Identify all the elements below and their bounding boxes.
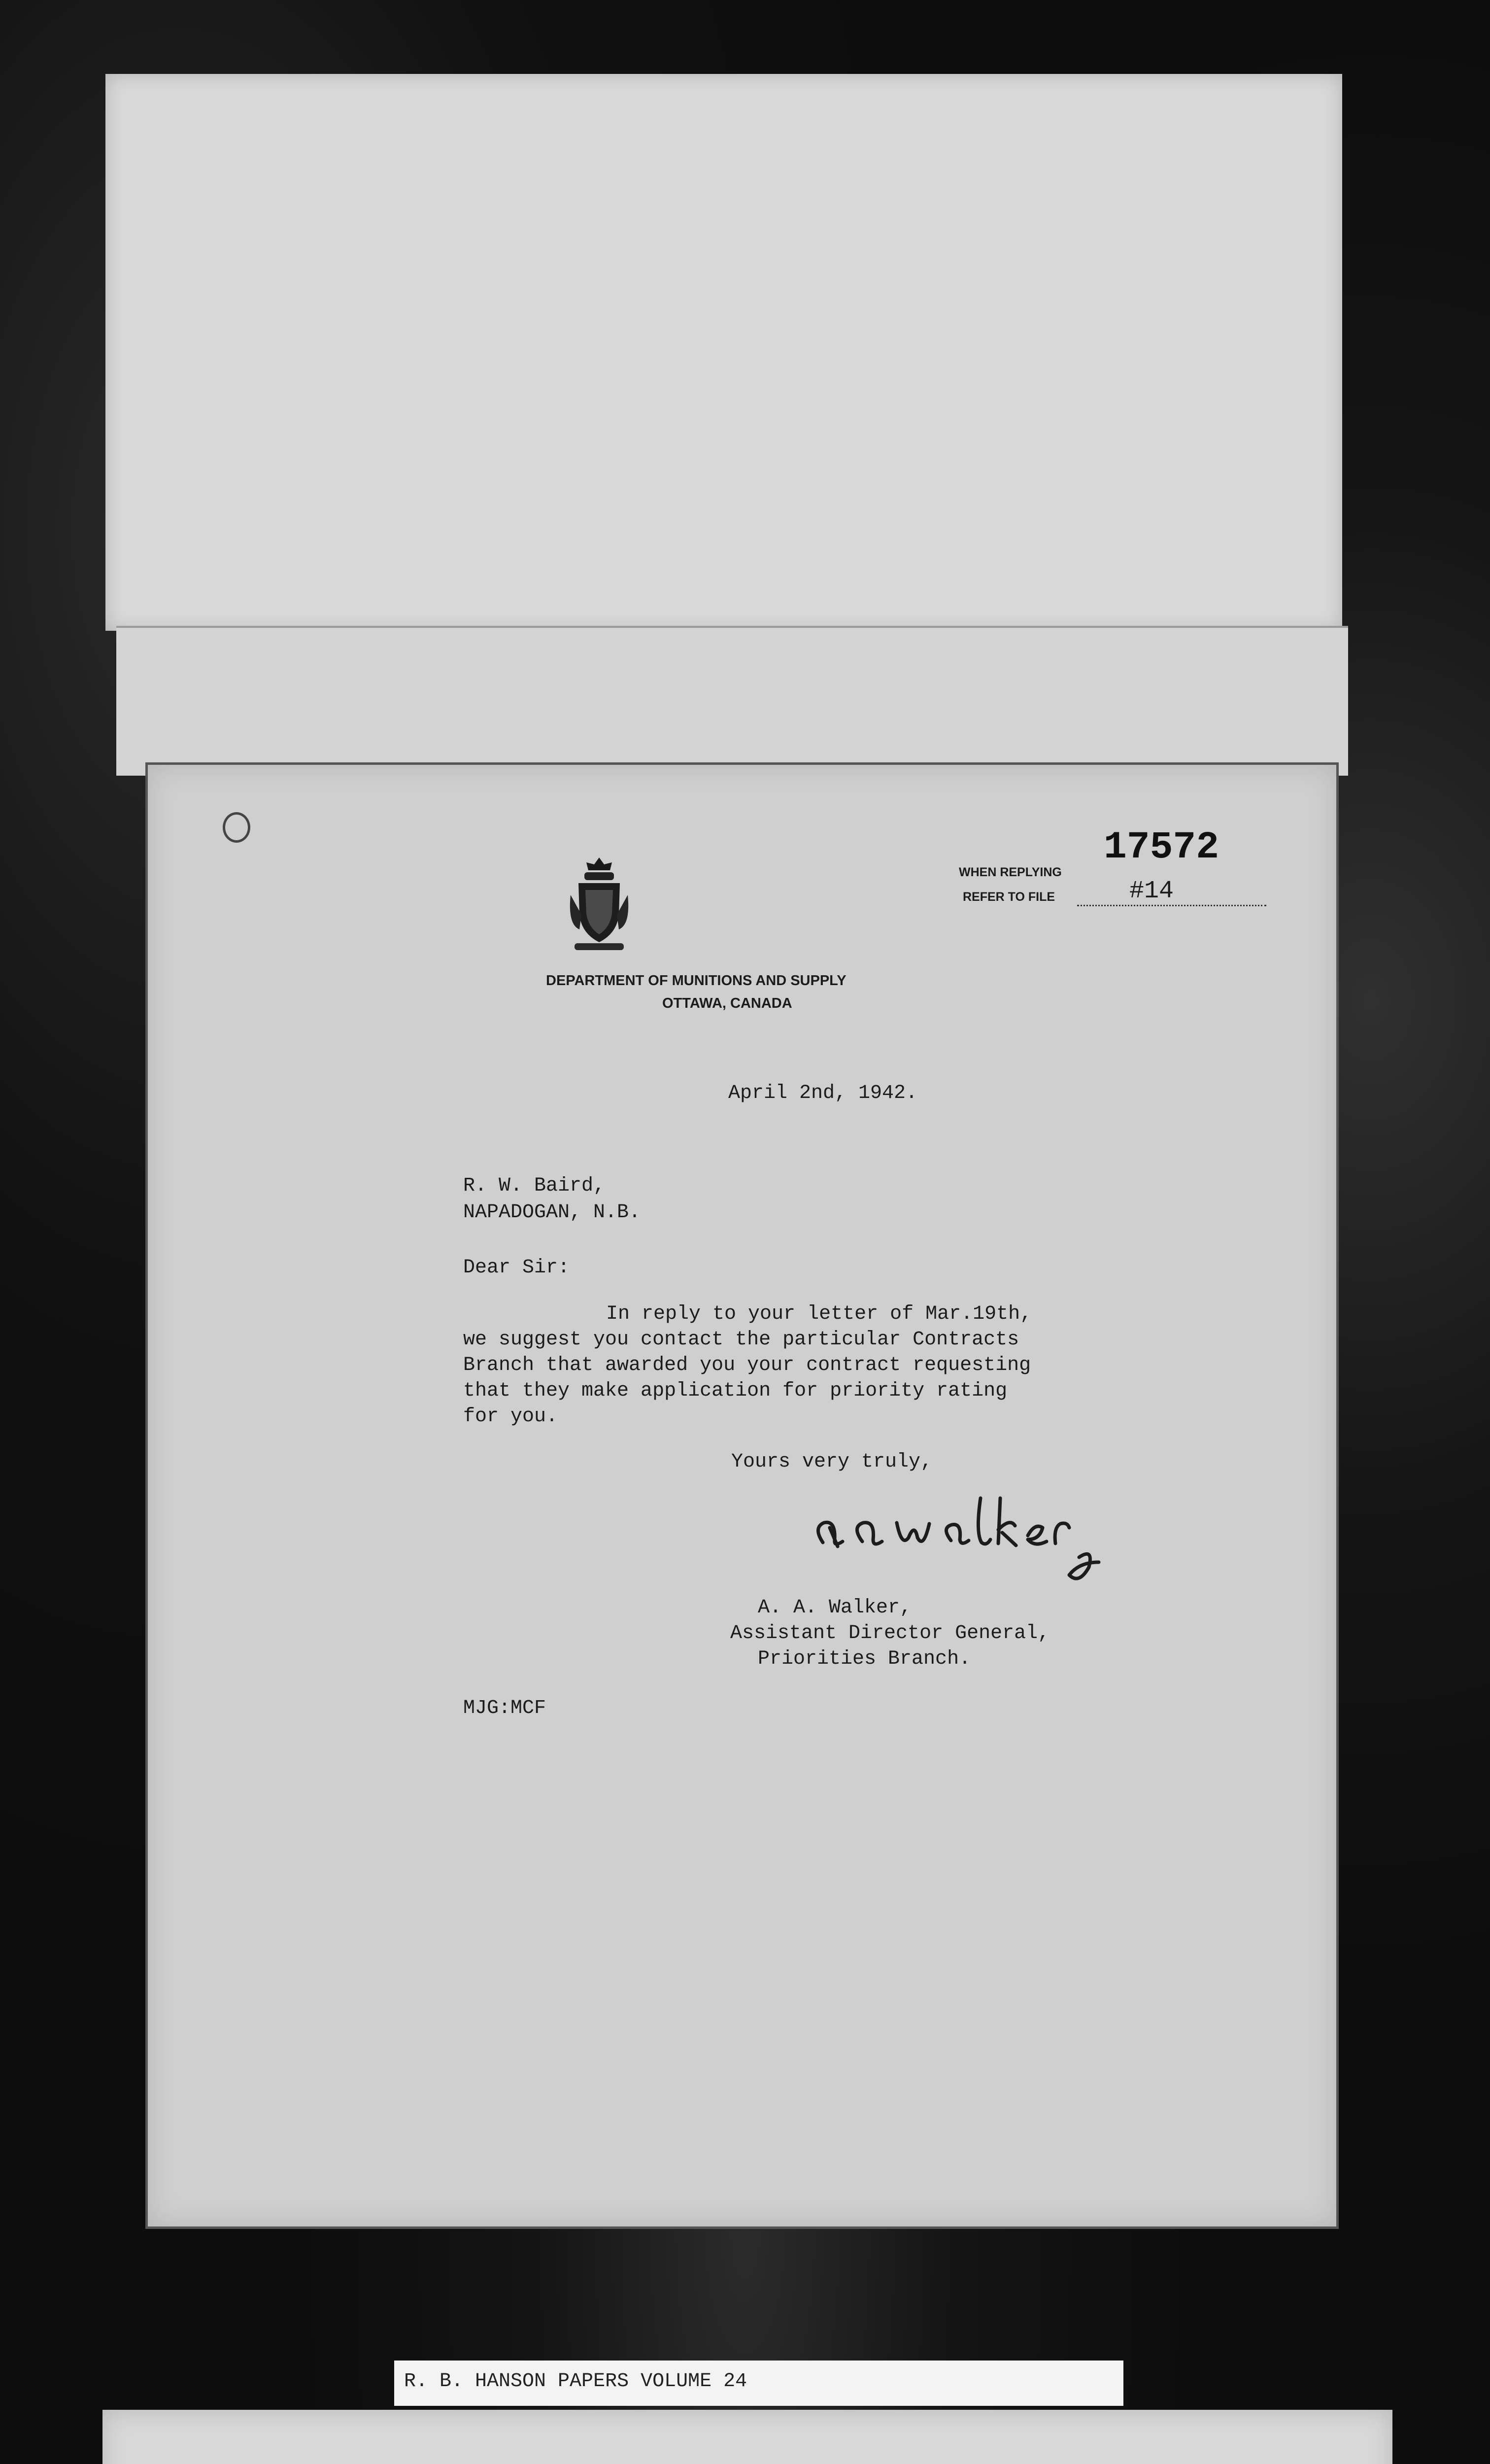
body-line: Branch that awarded you your contract requesting bbox=[463, 1354, 1031, 1376]
body-line: that they make application for priority rating bbox=[463, 1380, 1008, 1402]
reference-initials: MJG:MCF bbox=[463, 1697, 546, 1719]
archive-card bbox=[102, 2410, 1392, 2464]
signatory-branch: Priorities Branch. bbox=[758, 1648, 971, 1670]
body-line: for you. bbox=[463, 1405, 558, 1428]
department-heading: DEPARTMENT OF MUNITIONS AND SUPPLY bbox=[546, 973, 847, 989]
refer-to-file-label: REFER TO FILE bbox=[963, 890, 1055, 904]
body-line: In reply to your letter of Mar.19th, bbox=[606, 1303, 1032, 1325]
punch-hole bbox=[223, 812, 250, 843]
signatory-name: A. A. Walker, bbox=[758, 1597, 912, 1619]
body-line: we suggest you contact the particular Contracts bbox=[463, 1329, 1019, 1351]
coat-of-arms-icon bbox=[568, 856, 631, 954]
recipient-name: R. W. Baird, bbox=[463, 1175, 606, 1197]
handwritten-signature bbox=[803, 1488, 1158, 1592]
when-replying-label: WHEN REPLYING bbox=[959, 865, 1062, 879]
department-location: OTTAWA, CANADA bbox=[662, 995, 792, 1011]
salutation: Dear Sir: bbox=[463, 1257, 570, 1279]
signatory-title: Assistant Director General, bbox=[730, 1622, 1050, 1644]
file-label-text: R. B. HANSON PAPERS VOLUME 24 bbox=[404, 2370, 747, 2393]
back-sheet-fold bbox=[116, 626, 1348, 776]
recipient-address: NAPADOGAN, N.B. bbox=[463, 1201, 641, 1224]
back-sheet bbox=[105, 74, 1342, 631]
file-label bbox=[394, 2361, 1123, 2406]
file-number: 17572 bbox=[1104, 826, 1219, 869]
refer-to-file-value: #14 bbox=[1129, 877, 1174, 905]
letter-date: April 2nd, 1942. bbox=[728, 1082, 918, 1104]
closing: Yours very truly, bbox=[731, 1451, 933, 1473]
